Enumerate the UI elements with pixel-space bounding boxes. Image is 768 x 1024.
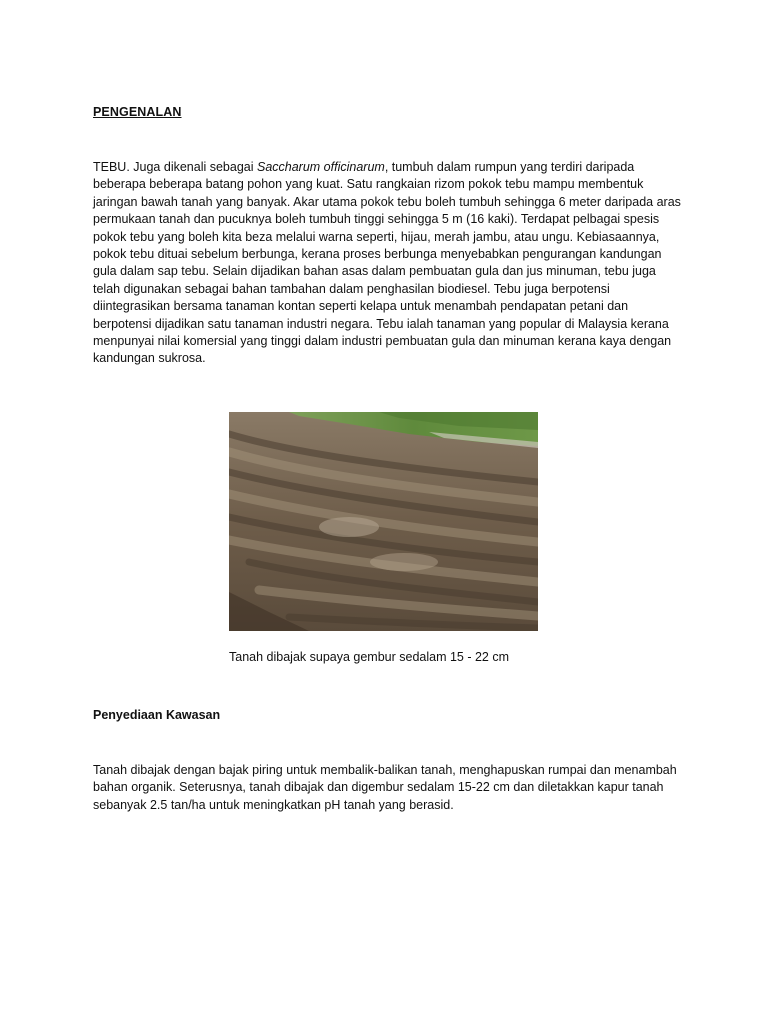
plowed-field-photo — [229, 412, 538, 631]
intro-paragraph — [93, 159, 683, 368]
intro-heading: PENGENALAN — [93, 105, 182, 119]
intro-prefix: TEBU. Juga dikenali sebagai — [93, 160, 257, 174]
figure-caption: Tanah dibajak supaya gembur sedalam 15 - 22 cm — [229, 650, 510, 664]
section-heading: Penyediaan Kawasan — [93, 708, 221, 722]
section-paragraph: Tanah dibajak dengan bajak piring untuk membalik-balikan tanah, menghapuskan rumpai dan menambah bahan organik. Seterusnya, tanah dibajak dan digembur sedalam 15-22 cm dan diletakkan kapur tanah sebanyak 2.5 tan/ha untuk meningkatkan pH tanah yang berasid. — [93, 763, 677, 812]
scientific-name: Saccharum officinarum — [256, 160, 385, 174]
intro-body: , tumbuh dalam rumpun yang terdiri daripada beberapa beberapa batang pohon yang kuat. Satu rangkaian rizom pokok tebu mampu membentuk jaringan bawah tanah yang banyak. Akar utama pokok tebu boleh tumbuh sehingga 6 meter daripada aras permukaan tanah dan pucuknya boleh tumbuh tinggi sehingga 5 m (16 kaki). Terdapat pelbagai spesis pokok tebu yang boleh kita beza melalui warna seperti, hijau, merah jambu, atau ungu. Kebiasaannya, pokok tebu dituai sebelum berbunga, kerana proses berbunga menyebabkan pengurangan kandungan gula dalam sap tebu. Selain dijadikan bahan asas dalam pembuatan gula dan jus minuman, tebu juga telah digunakan sebagai bahan tambahan dalam penghasilan biodiesel. Tebu juga berpotensi diintegrasikan bersama tanaman kontan seperti kelapa untuk menambah pendapatan petani dan berpotensi dijadikan satu tanaman industri negara. Tebu ialah tanaman yang popular di Malaysia kerana menpunyai nilai komersial yang tinggi dalam industri pembuatan gula dan minuman kerana kaya dengan kandungan sukrosa. — [93, 160, 681, 366]
